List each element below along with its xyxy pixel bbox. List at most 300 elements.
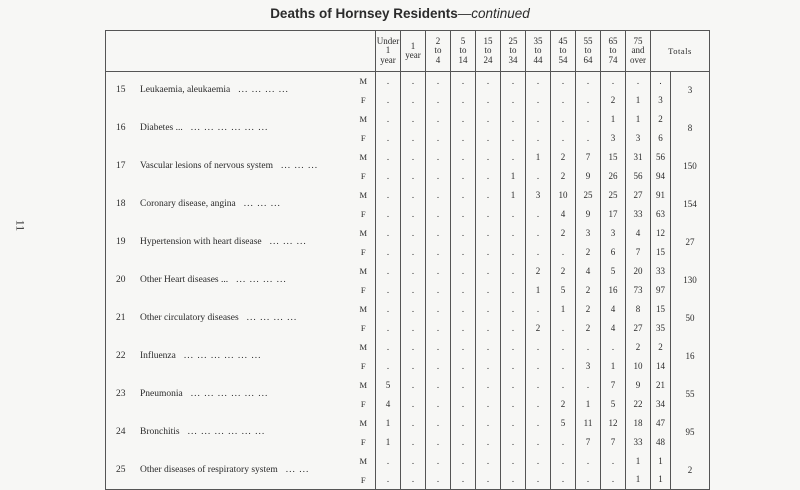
count-cell: 1 [651,471,671,490]
header-totals: Totals [651,31,710,72]
count-cell: 14 [651,357,671,376]
count-cell: 2 [601,91,626,110]
count-cell: . [401,243,426,262]
count-cell: . [426,129,451,148]
count-cell: . [551,338,576,357]
count-cell: . [401,357,426,376]
table-row [106,338,710,357]
count-cell: . [426,338,451,357]
header-age-part: to [609,45,617,56]
count-cell: . [501,338,526,357]
table-row [106,148,710,167]
count-cell: . [376,110,401,129]
cause-number: 21 [116,312,126,323]
count-cell: . [426,376,451,395]
count-cell: . [476,376,501,395]
cause-cell [106,72,352,110]
count-cell: 97 [651,281,671,300]
count-cell: . [451,376,476,395]
count-cell: . [451,72,476,91]
count-cell: . [501,224,526,243]
count-cell: . [526,110,551,129]
count-cell: 4 [601,300,626,319]
grand-total-cell: 16 [671,338,710,376]
sex-label: M [359,151,368,162]
count-cell: . [526,91,551,110]
cause-number: 17 [116,160,126,171]
count-cell: . [451,91,476,110]
count-cell: . [401,319,426,338]
count-cell: 16 [601,281,626,300]
sex-label: M [359,455,368,466]
table-row [106,300,710,319]
count-cell: . [526,167,551,186]
count-cell: 15 [651,300,671,319]
sex-label: F [360,170,366,181]
count-cell: 3 [626,129,651,148]
count-cell: . [426,72,451,91]
count-cell: . [476,338,501,357]
count-cell: . [476,72,501,91]
sex-label: F [360,360,366,371]
count-cell: . [501,262,526,281]
header-age-0 [376,31,401,72]
count-cell: . [501,357,526,376]
count-cell: 5 [376,376,401,395]
header-age-7 [551,31,576,72]
count-cell: 3 [651,91,671,110]
count-cell: . [451,338,476,357]
sex-label: F [360,94,366,105]
cause-number: 19 [116,236,126,247]
header-age-part: 64 [583,54,593,65]
count-cell: 34 [651,395,671,414]
header-age-6 [526,31,551,72]
table-row [106,262,710,281]
count-cell: 7 [601,376,626,395]
header-cause [106,31,376,72]
count-cell: 1 [626,91,651,110]
cause-label: Other diseases of respiratory system [140,464,278,475]
header-age-part: to [534,45,542,56]
count-cell: . [401,433,426,452]
count-cell: . [451,110,476,129]
count-cell: 1 [626,110,651,129]
cause-label: Influenza [140,350,176,361]
count-cell: . [476,357,501,376]
count-cell: . [551,452,576,471]
count-cell: 6 [651,129,671,148]
sex-label: F [360,246,366,257]
sex-label: M [359,113,368,124]
page-number: 11 [13,219,28,232]
cause-cell [106,452,352,490]
count-cell: 9 [626,376,651,395]
header-age-part: and [631,45,645,56]
count-cell: 33 [651,262,671,281]
header-age-part: 35 [533,35,543,46]
cause-cell [106,338,352,376]
count-cell: . [576,91,601,110]
leader-dots: ... ... ... [269,236,307,247]
count-cell: 1 [526,281,551,300]
count-cell: . [551,433,576,452]
count-cell: 2 [551,224,576,243]
sex-label: F [360,208,366,219]
header-age-2 [426,31,451,72]
table-row [106,414,710,433]
header-age-part: to [584,45,592,56]
header-age-part: year [380,54,396,65]
count-cell: . [401,338,426,357]
count-cell: 1 [601,357,626,376]
header-age-part: to [484,45,492,56]
count-cell: . [626,72,651,91]
count-cell: . [526,224,551,243]
count-cell: 22 [626,395,651,414]
header-age-8 [576,31,601,72]
count-cell: 1 [626,471,651,490]
count-cell: . [401,167,426,186]
count-cell: . [401,72,426,91]
count-cell: 4 [551,205,576,224]
count-cell: . [426,224,451,243]
count-cell: 2 [551,395,576,414]
count-cell: . [526,414,551,433]
grand-total-cell: 50 [671,300,710,338]
count-cell: 31 [626,148,651,167]
count-cell: 8 [626,300,651,319]
count-cell: . [476,471,501,490]
count-cell: 7 [601,433,626,452]
leader-dots: ... ... ... ... ... ... [190,122,269,133]
count-cell: 26 [601,167,626,186]
leader-dots: ... ... ... ... [238,85,289,95]
header-age-part: 45 [558,35,568,46]
cause-cell [106,224,352,262]
table-row [106,110,710,129]
count-cell: 15 [651,243,671,262]
count-cell: 1 [501,167,526,186]
count-cell: . [526,300,551,319]
count-cell: . [501,72,526,91]
count-cell: 2 [551,262,576,281]
deaths-table [105,30,710,490]
count-cell: . [401,281,426,300]
cause-label: Pneumonia [140,388,183,399]
count-cell: . [476,414,501,433]
sex-label: F [360,398,366,409]
count-cell: . [501,148,526,167]
count-cell: . [376,281,401,300]
count-cell: . [501,243,526,262]
count-cell: 1 [551,300,576,319]
count-cell: 3 [601,224,626,243]
count-cell: . [551,72,576,91]
count-cell: 27 [626,186,651,205]
count-cell: 2 [626,338,651,357]
cause-number: 23 [116,388,126,399]
header-age-part: over [630,54,646,65]
count-cell: . [376,148,401,167]
count-cell: . [401,110,426,129]
count-cell: . [426,243,451,262]
count-cell: 2 [551,167,576,186]
count-cell: 12 [601,414,626,433]
count-cell: 48 [651,433,671,452]
header-age-5 [501,31,526,72]
count-cell: 35 [651,319,671,338]
cause-cell [106,148,352,186]
count-cell: . [501,433,526,452]
count-cell: 1 [376,414,401,433]
grand-total-cell: 95 [671,414,710,452]
count-cell: 6 [601,243,626,262]
count-cell: . [526,338,551,357]
count-cell: . [451,205,476,224]
count-cell: . [376,452,401,471]
count-cell: . [526,205,551,224]
count-cell: . [451,167,476,186]
count-cell: . [501,395,526,414]
count-cell: 4 [601,319,626,338]
leader-dots: ... ... ... ... ... ... [183,350,262,361]
count-cell: . [476,205,501,224]
count-cell: 1 [376,433,401,452]
count-cell: . [401,205,426,224]
count-cell: . [476,224,501,243]
cause-number: 18 [116,198,126,209]
count-cell: 56 [651,148,671,167]
count-cell: 3 [526,186,551,205]
cause-cell [106,262,352,300]
sex-label: F [360,132,366,143]
cause-number: 20 [116,274,126,285]
header-age-part: 4 [435,54,441,65]
cause-number: 25 [116,464,126,475]
leader-dots: ... ... ... [243,198,281,209]
leader-dots: ... ... ... ... ... ... [187,426,266,437]
count-cell: . [451,281,476,300]
header-age-part: 1 [410,40,416,51]
leader-dots: ... ... ... ... [236,274,287,285]
count-cell: . [426,414,451,433]
count-cell: 94 [651,167,671,186]
count-cell: . [451,262,476,281]
count-cell: 73 [626,281,651,300]
sex-label: M [359,189,368,200]
count-cell: . [426,452,451,471]
count-cell: . [401,452,426,471]
count-cell: . [426,148,451,167]
count-cell: . [426,433,451,452]
header-age-3 [451,31,476,72]
count-cell: . [426,281,451,300]
header-age-part: to [559,45,567,56]
header-age-part: 24 [483,54,493,65]
grand-total-cell: 2 [671,452,710,490]
count-cell: . [576,338,601,357]
count-cell: . [426,357,451,376]
count-cell: . [601,452,626,471]
count-cell: 2 [526,319,551,338]
count-cell: . [451,319,476,338]
count-cell: . [576,110,601,129]
count-cell: 56 [626,167,651,186]
header-age-part: 1 [385,45,391,56]
count-cell: . [551,357,576,376]
count-cell: . [376,357,401,376]
header-age-part: 14 [458,54,468,65]
count-cell: . [426,471,451,490]
count-cell: . [501,110,526,129]
count-cell: . [601,72,626,91]
count-cell: 1 [576,395,601,414]
leader-dots: ... ... ... [280,160,319,171]
count-cell: . [526,452,551,471]
count-cell: . [501,376,526,395]
count-cell: . [601,471,626,490]
count-cell: . [426,262,451,281]
count-cell: . [576,376,601,395]
header-age-10 [626,31,651,72]
table-row [106,224,710,243]
leader-dots: ... ... [285,464,310,475]
count-cell: . [426,167,451,186]
count-cell: . [551,243,576,262]
header-age-4 [476,31,501,72]
count-cell: 5 [551,281,576,300]
count-cell: . [551,110,576,129]
cause-label: Diabetes ... [140,122,183,133]
sex-label: F [360,436,366,447]
count-cell: . [451,452,476,471]
count-cell: . [426,300,451,319]
count-cell: . [401,224,426,243]
cause-number: 24 [116,426,126,437]
sex-label: M [359,265,368,276]
count-cell: 11 [576,414,601,433]
count-cell: . [426,395,451,414]
count-cell: . [526,129,551,148]
count-cell: 9 [576,205,601,224]
count-cell: . [476,433,501,452]
header-age-9 [601,31,626,72]
count-cell: . [526,376,551,395]
count-cell: 47 [651,414,671,433]
count-cell: . [501,414,526,433]
count-cell: . [476,452,501,471]
header-age-part: to [434,45,442,56]
table-row [106,186,710,205]
cause-label: Other Heart diseases ... [140,274,229,285]
sex-label: M [359,417,368,428]
header-age-1 [401,31,426,72]
count-cell: 3 [601,129,626,148]
sex-label: F [360,284,366,295]
grand-total-cell: 3 [671,72,710,110]
header-age-part: 75 [633,35,643,46]
count-cell: . [451,300,476,319]
leader-dots: ... ... ... ... ... ... [190,388,269,399]
count-cell: . [551,376,576,395]
count-cell: . [376,205,401,224]
count-cell: . [551,319,576,338]
header-age-part: 55 [583,35,593,46]
header-age-part: 15 [483,35,493,46]
count-cell: 20 [626,262,651,281]
count-cell: 3 [576,224,601,243]
count-cell: . [376,224,401,243]
cause-label: Coronary disease, angina [140,198,236,209]
count-cell: . [401,186,426,205]
header-age-part: 34 [508,54,518,65]
count-cell: . [426,91,451,110]
count-cell: . [476,262,501,281]
count-cell: 9 [576,167,601,186]
count-cell: 4 [376,395,401,414]
count-cell: 2 [551,148,576,167]
count-cell: 12 [651,224,671,243]
count-cell: . [451,433,476,452]
cause-cell [106,376,352,414]
header-age-part: 5 [460,35,466,46]
header-age-part: 74 [608,54,618,65]
count-cell: 1 [501,186,526,205]
grand-total-cell: 150 [671,148,710,186]
count-cell: . [451,129,476,148]
count-cell: 18 [626,414,651,433]
count-cell: . [526,72,551,91]
cause-cell [106,300,352,338]
cause-label: Bronchitis [140,426,180,437]
count-cell: . [476,243,501,262]
count-cell: 5 [601,262,626,281]
count-cell: . [501,319,526,338]
count-cell: . [376,262,401,281]
count-cell: . [401,395,426,414]
count-cell: . [376,300,401,319]
count-cell: 2 [576,300,601,319]
cause-number: 15 [116,85,126,95]
count-cell: . [476,110,501,129]
count-cell: . [401,414,426,433]
count-cell: . [376,91,401,110]
header-age-part: year [405,50,421,60]
count-cell: 27 [626,319,651,338]
count-cell: . [376,72,401,91]
count-cell: 2 [576,319,601,338]
cause-number: 16 [116,122,126,133]
count-cell: . [376,471,401,490]
sex-label: M [359,303,368,314]
header-age-part: 44 [533,54,543,65]
count-cell: . [476,300,501,319]
count-cell: . [401,300,426,319]
table-row [106,72,710,91]
count-cell: 3 [576,357,601,376]
count-cell: 15 [601,148,626,167]
count-cell: 5 [551,414,576,433]
count-cell: 4 [576,262,601,281]
header-age-part: 2 [435,35,441,46]
header-age-part: to [459,45,467,56]
count-cell: 2 [576,243,601,262]
count-cell: . [501,471,526,490]
count-cell: . [576,471,601,490]
count-cell: 1 [526,148,551,167]
count-cell: . [451,395,476,414]
